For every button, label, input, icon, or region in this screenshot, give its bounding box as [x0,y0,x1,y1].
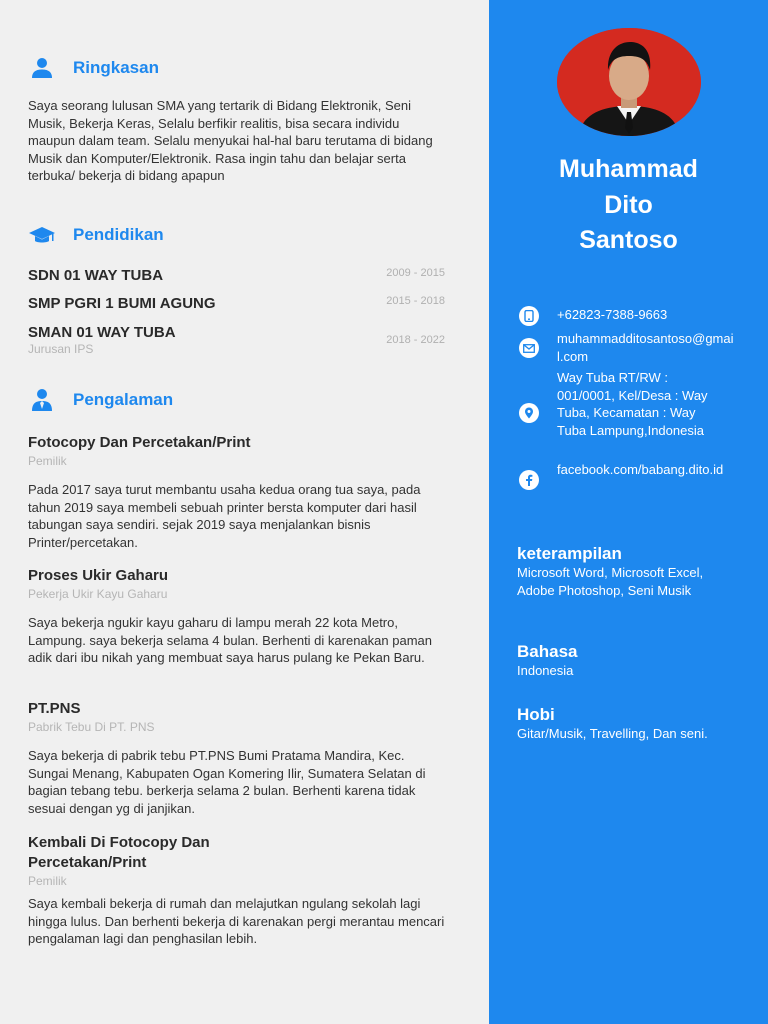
name-line: Dito [604,190,653,219]
name-line: Santoso [579,226,678,254]
experience-item [28,833,268,889]
job-description: Saya bekerja ngukir kayu gaharu di lampu merah 22 kota Metro, Lampung. saya bekerja selama 4 bulan. Berhenti di karenakan paman adik dari ibu nikah yang membuat saya harus pulang ke Pekan Baru. [28,615,432,665]
language-title: Bahasa [517,642,578,661]
hobby-title: Hobi [517,705,555,724]
experience-item [28,566,448,667]
job-role: Pabrik Tebu Di PT. PNS [28,720,155,734]
contact-phone [519,306,749,326]
address-text: Way Tuba RT/RW : 001/0001, Kel/Desa : Way Tuba, Kecamatan : Way Tuba Lampung,Indonesia [557,370,708,438]
facebook-link[interactable]: facebook.com/babang.dito.id [557,462,724,477]
name-line: Muhammad [559,155,698,183]
hobby-text: Gitar/Musik, Travelling, Dan seni. [517,726,708,741]
job-role: Pemilik [28,454,67,468]
school-years: 2018 - 2022 [386,334,445,346]
facebook-icon [519,470,539,490]
graduation-cap-icon [28,223,56,247]
summary-text: Saya seorang lulusan SMA yang tertarik di Bidang Elektronik, Seni Musik, Bekerja Keras, Selalu berfikir realitis, bisa secara individu maupun dalam team. Selalu menyukai hal-hal baru terutama di bidang Musik dan Komputer/Elektronik. Rasa ingin tahu dan belajar serta terbuka/ bekerja di bidang apapun [28,98,433,183]
job-title: Fotocopy Dan Percetakan/Print [28,434,251,451]
job-description: Saya bekerja di pabrik tebu PT.PNS Bumi Pratama Mandira, Kec. Sungai Menang, Kabupaten Ogan Komering Ilir, Sumatera Selatan di bagian tebang tebu. berkerja selama 2 bulan. Berhenti karena tidak sesuai dengan yg di janjikan. [28,748,426,816]
experience-item [28,699,448,817]
contact-address [519,369,749,439]
job-description: Saya kembali bekerja di rumah dan melajutkan ngulang sekolah lagi hingga lulus. Dan berhenti bekerja di karenakan pergi merantau mencari pengalaman lagi dan penghasilan lebih. [28,896,445,946]
email-address: muhammadditosantoso@gmail.com [557,331,734,364]
job-title: Proses Ukir Gaharu [28,567,169,584]
education-title: Pendidikan [73,225,164,244]
envelope-icon [519,338,539,358]
contact-email [519,330,749,365]
school-years: 2009 - 2015 [386,267,445,279]
school-name: SDN 01 WAY TUBA [28,267,164,284]
profile-photo [557,28,701,136]
location-pin-icon [519,403,539,423]
experience-item [28,433,448,551]
school-major: Jurusan IPS [28,342,94,356]
school-years: 2015 - 2018 [386,295,445,307]
sidebar [489,0,768,1024]
job-title: Kembali Di Fotocopy Dan Percetakan/Print [28,834,210,871]
experience-header [28,388,173,412]
profile-name [489,152,768,259]
job-description: Pada 2017 saya turut membantu usaha kedua orang tua saya, pada tahun 2019 saya membeli sebuah printer bersta komputer dari hasil tabungan saya sendiri. sejak 2019 saya menjalankan bisnis Printer/percetakan. [28,482,421,550]
experience-title: Pengalaman [73,390,174,409]
education-item [28,295,445,312]
phone-icon [519,306,539,326]
skills-text: Microsoft Word, Microsoft Excel, Adobe Photoshop, Seni Musik [517,565,704,598]
job-role: Pemilik [28,874,67,888]
school-name: SMAN 01 WAY TUBA [28,324,176,341]
language-text: Indonesia [517,663,574,678]
job-role: Pekerja Ukir Kayu Gaharu [28,587,168,601]
summary-header [28,56,159,80]
school-name: SMP PGRI 1 BUMI AGUNG [28,295,216,312]
summary-title: Ringkasan [73,58,159,77]
business-person-icon [28,388,56,412]
person-icon [28,56,56,80]
education-item [28,267,445,284]
contact-facebook [519,461,749,490]
education-item [28,324,445,356]
job-title: PT.PNS [28,700,81,717]
skills-title: keterampilan [517,544,622,563]
education-header [28,223,164,247]
phone-number: +62823-7388-9663 [557,307,668,322]
